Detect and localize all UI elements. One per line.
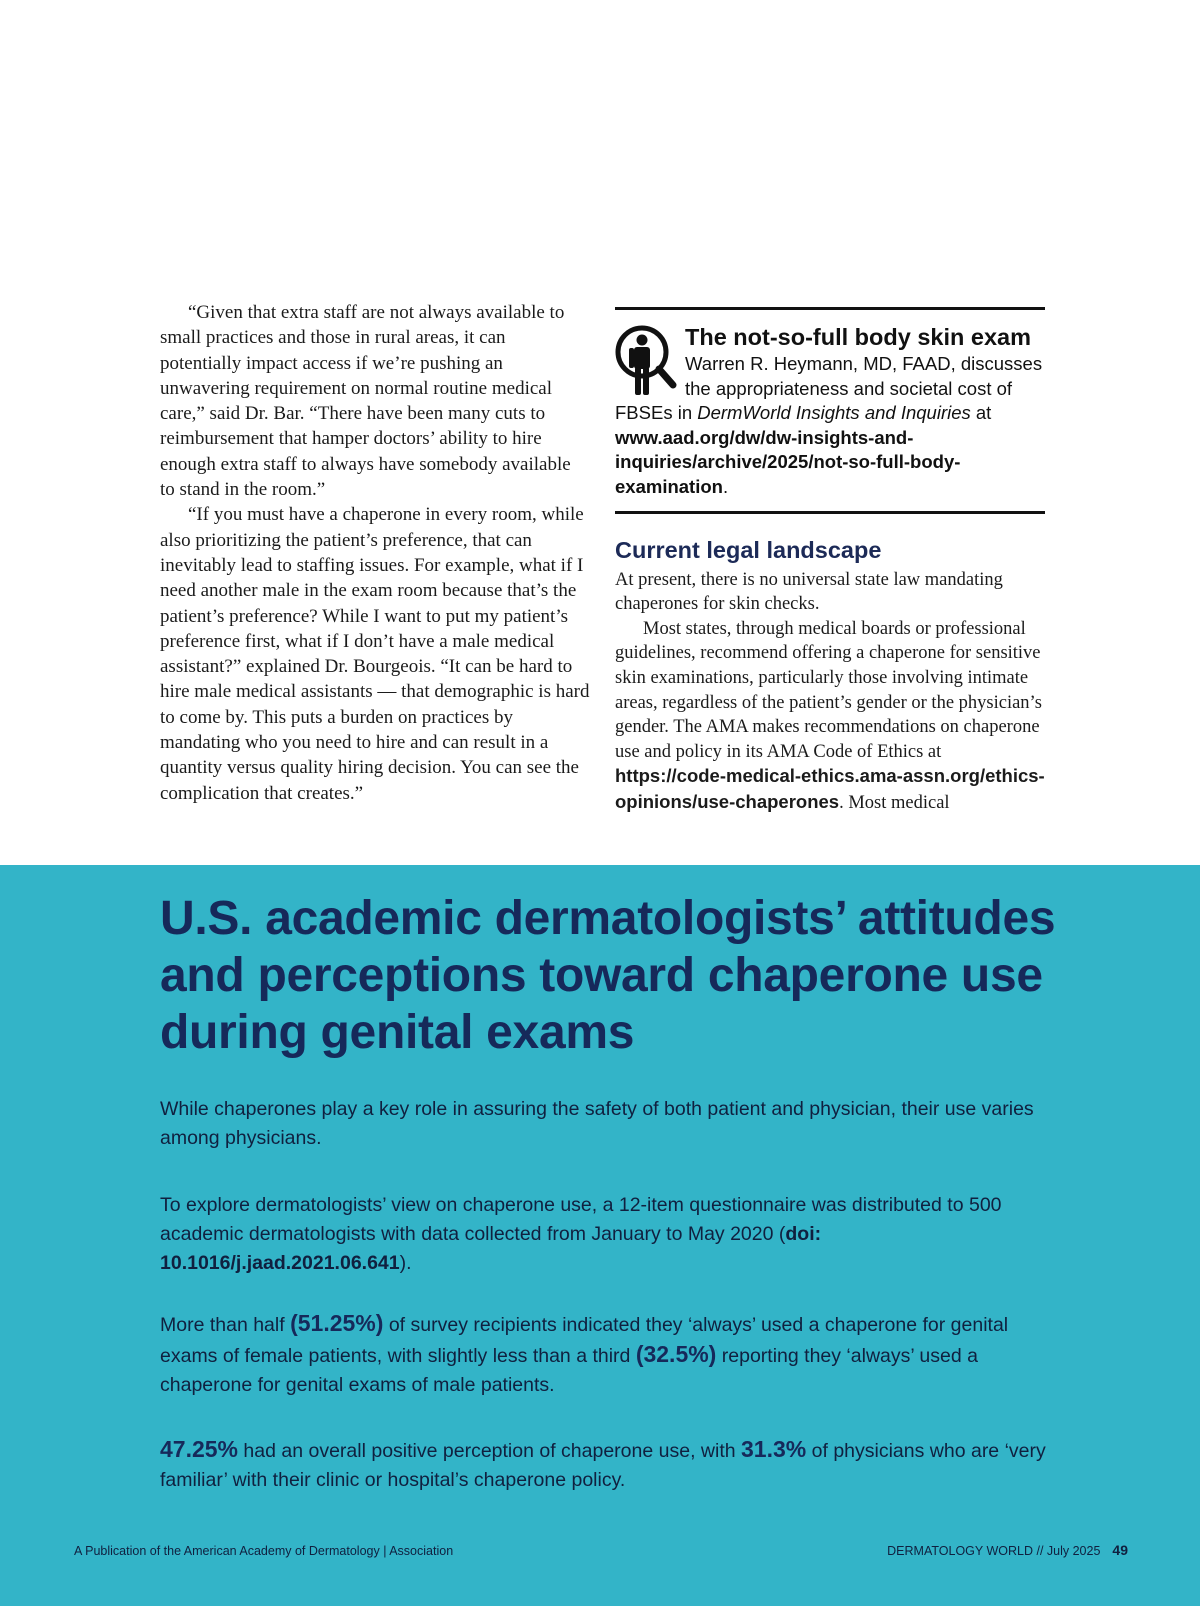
stat-female-always: (51.25%) <box>290 1310 384 1336</box>
method-end: ). <box>399 1252 412 1274</box>
perception-text-b: of physicians who are ‘very familiar’ with their clinic or hospital’s chaperone policy. <box>160 1440 1046 1491</box>
sidebar-link[interactable]: www.aad.org/dw/dw-insights-and-inquiries/archive/2025/not-so-full-body-examination <box>615 426 961 497</box>
stat-very-familiar: 31.3% <box>741 1436 807 1462</box>
quote-paragraph-bar: “Given that extra staff are not always available to small practices and those in rural areas, it can potentially impact access if we’re pushing an unwavering requirement on normal routine medical care,” said Dr. Bar. “There have been many cuts to reimbursement that hamper doctors’ ability to hire enough extra staff to always have somebody available to stand in the room.” <box>160 302 571 501</box>
panel-paragraph-perception <box>160 1435 1060 1495</box>
footer-issue-text: DERMATOLOGY WORLD // July 2025 <box>887 1544 1101 1558</box>
legal-paragraph-1: At present, there is no universal state law mandating chaperones for skin checks. <box>615 569 1003 615</box>
quote-paragraph-bourgeois: “If you must have a chaperone in every room, while also prioritizing the patient’s preference, that can inevitably lead to staffing issues. For example, what if I need another male in the exam room because that’s the patient’s preference? While I want to put my patient’s preference first, what if I don’t have a male medical assistant?” explained Dr. Bourgeois. “It can be hard to hire male medical assistants — that demographic is hard to come by. This puts a burden on practices by mandating who you need to hire and can result in a quantity versus quality hiring decision. You can see the complication that creates.” <box>160 504 590 804</box>
legal-paragraph-2-end: . Most medical <box>839 792 950 813</box>
panel-paragraph-results <box>160 1309 1060 1400</box>
doi-link[interactable]: doi: 10.1016/j.jaad.2021.06.641 <box>160 1223 822 1274</box>
sidebar-at: at <box>970 402 992 424</box>
results-text-c: reporting they ‘always’ used a chaperone for genital exams of male patients. <box>160 1345 978 1396</box>
stat-male-always: (32.5%) <box>635 1341 717 1367</box>
left-column <box>160 300 590 806</box>
footer-publication: A Publication of the American Academy of Dermatology | Association <box>74 1544 454 1558</box>
sidebar-title: The not-so-full body skin exam <box>685 324 1032 350</box>
legal-paragraph-2 <box>615 617 1045 816</box>
panel-title: U.S. academic dermatologists’ attitudes and perceptions toward chaperone use during genital exams <box>160 892 1056 1059</box>
person-magnifier-icon <box>615 325 677 397</box>
page-number: 49 <box>1112 1542 1128 1558</box>
ama-ethics-link[interactable]: https://code-medical-ethics.ama-assn.org/ethics-opinions/use-chaperones <box>615 765 1045 812</box>
results-text-b: of survey recipients indicated they ‘always’ used a chaperone for genital exams of female patients, with slightly less than a third <box>160 1314 1009 1367</box>
sidebar-publication: DermWorld Insights and Inquiries <box>697 402 971 424</box>
results-text-a: More than half <box>160 1314 291 1336</box>
sidebar-callout-box <box>615 307 1045 514</box>
stat-positive-perception: 47.25% <box>160 1436 239 1462</box>
survey-panel <box>0 865 1200 1606</box>
perception-text-a: had an overall positive perception of chaperone use, with <box>238 1440 741 1462</box>
sidebar-intro: Warren R. Heymann, MD, FAAD, discusses the appropriateness and societal cost of FBSEs in <box>615 353 1043 424</box>
legal-paragraph-2-text: Most states, through medical boards or professional guidelines, recommend offering a chaperone for sensitive skin examinations, particularly those involving intimate areas, regardless of the patient’s gender or the physician’s gender. The AMA makes recommendations on chaperone use and policy in its AMA Code of Ethics at <box>615 618 1042 762</box>
right-column <box>615 307 1045 816</box>
sidebar-body <box>615 352 1045 500</box>
legal-body <box>615 568 1045 816</box>
sidebar-end: . <box>722 475 729 497</box>
panel-paragraph-method <box>160 1191 1060 1278</box>
legal-heading: Current legal landscape <box>615 536 882 563</box>
footer-issue <box>887 1542 1128 1558</box>
panel-paragraph-intro: While chaperones play a key role in assuring the safety of both patient and physician, their use varies among physicians. <box>160 1098 1034 1149</box>
method-text: To explore dermatologists’ view on chaperone use, a 12-item questionnaire was distributed to 500 academic dermatologists with data collected from January to May 2020 ( <box>160 1194 1002 1245</box>
